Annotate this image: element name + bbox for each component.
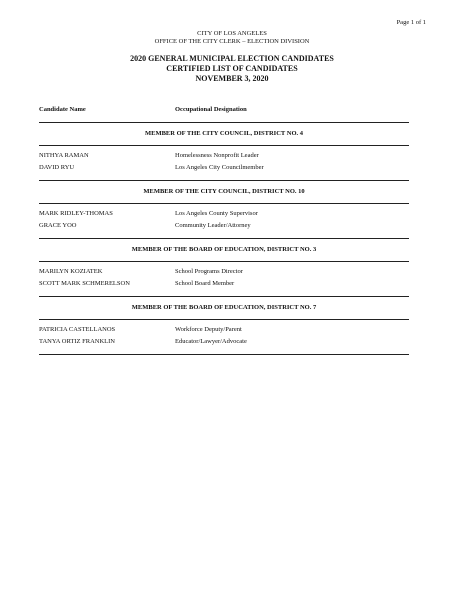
candidate-occupation: School Programs Director (175, 268, 243, 275)
candidate-name: NITHYA RAMAN (39, 152, 89, 159)
candidate-row (39, 324, 409, 336)
candidate-name: GRACE YOO (39, 222, 77, 229)
document-title: 2020 GENERAL MUNICIPAL ELECTION CANDIDATES (130, 54, 334, 63)
column-header-occupation: Occupational Designation (175, 106, 247, 113)
candidate-occupation: Community Leader/Attorney (175, 222, 251, 229)
race-section (39, 123, 409, 181)
candidate-name: MARK RIDLEY-THOMAS (39, 210, 113, 217)
candidate-occupation: Los Angeles County Supervisor (175, 210, 258, 217)
candidate-row (39, 278, 409, 290)
race-title: MEMBER OF THE BOARD OF EDUCATION, DISTRICT NO. 7 (131, 304, 317, 311)
document-header (0, 30, 464, 84)
candidate-row (39, 162, 409, 174)
race-title: MEMBER OF THE CITY COUNCIL, DISTRICT NO. 4 (144, 130, 303, 137)
header-office: OFFICE OF THE CITY CLERK – ELECTION DIVISION (154, 38, 310, 45)
candidate-row (39, 266, 409, 278)
candidate-name: MARILYN KOZIATEK (39, 268, 103, 275)
candidate-occupation: Los Angeles City Councilmember (175, 164, 264, 171)
candidate-name: PATRICIA CASTELLANOS (39, 326, 116, 333)
column-header-name: Candidate Name (39, 106, 86, 113)
column-headers (39, 105, 409, 115)
race-title: MEMBER OF THE CITY COUNCIL, DISTRICT NO. 10 (143, 188, 305, 195)
candidate-rows (39, 262, 409, 296)
document-subtitle: CERTIFIED LIST OF CANDIDATES (166, 64, 298, 73)
candidate-row (39, 150, 409, 162)
race-section (39, 297, 409, 355)
divider (39, 354, 409, 355)
candidate-name: SCOTT MARK SCHMERELSON (39, 280, 130, 287)
candidate-occupation: Homelessness Nonprofit Leader (175, 152, 259, 159)
election-date: NOVEMBER 3, 2020 (195, 74, 269, 83)
race-section (39, 239, 409, 297)
candidate-row (39, 220, 409, 232)
header-city: CITY OF LOS ANGELES (197, 30, 267, 37)
candidate-rows (39, 204, 409, 238)
race-title: MEMBER OF THE BOARD OF EDUCATION, DISTRICT NO. 3 (131, 246, 317, 253)
candidate-occupation: Educator/Lawyer/Advocate (175, 338, 247, 345)
candidate-occupation: School Board Member (175, 280, 235, 287)
candidate-list (39, 105, 409, 355)
race-section (39, 181, 409, 239)
candidate-rows (39, 320, 409, 354)
candidate-name: TANYA ORTIZ FRANKLIN (39, 338, 116, 345)
candidate-row (39, 208, 409, 220)
title-block (0, 54, 464, 84)
candidate-name: DAVID RYU (39, 164, 75, 171)
page-number: Page 1 of 1 (396, 19, 426, 26)
candidate-rows (39, 146, 409, 180)
candidate-row (39, 336, 409, 348)
candidate-occupation: Workforce Deputy/Parent (175, 326, 242, 333)
